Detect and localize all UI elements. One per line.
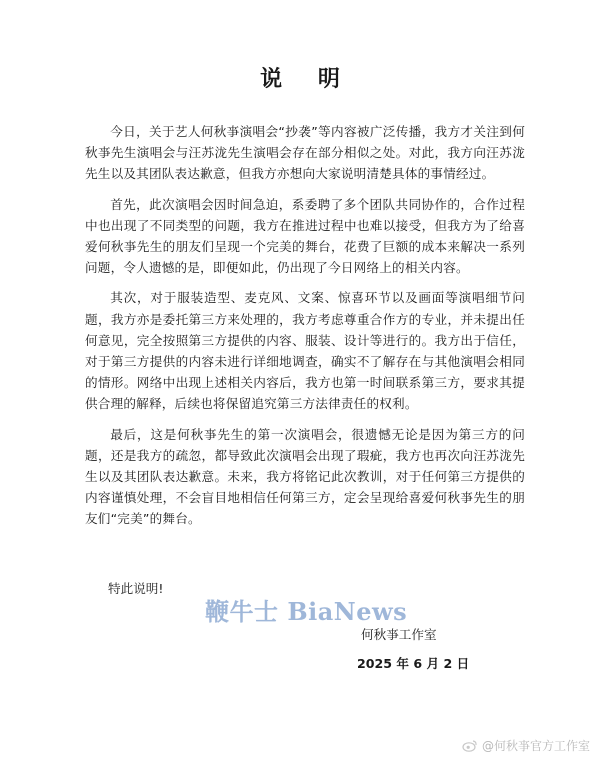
- weibo-watermark: [462, 737, 590, 754]
- paragraph-4: 最后，这是何秋亊先生的第一次演唱会，很遗憾无论是因为第三方的问题，还是我方的疏忽，都导致此次演唱会出现了瑕疵，我方也再次向汪苏泷先生以及其团队表达歉意。未来，我方将铭记此次教训，对于任何第三方提供的内容谨慎处理，不会盲目地相信任何第三方，定会呈现给喜爱何秋亊先生的朋友们“完美”的舞台。: [85, 426, 525, 527]
- document-body: [85, 121, 525, 539]
- weibo-icon: [462, 739, 478, 752]
- signature: 何秋亊工作室: [361, 627, 437, 642]
- paragraph-2: 首先，此次演唱会因时间急迫，系委聘了多个团队共同协作的，合作过程中也出现了不同类型的问题，我方在推进过程中也难以接受，但我方为了给喜爱何秋亊先生的朋友们呈现一个完美的舞台，花费了巨额的成本来解决一系列问题，令人遗憾的是，即便如此，仍出现了今日网络上的相关内容。: [85, 196, 525, 276]
- document-title: 说 明: [260, 67, 354, 92]
- paragraph-3: 其次，对于服装造型、麦克风、文案、惊喜环节以及画面等演唱细节问题，我方亦是委托第三方来处理的，我方考虑尊重合作方的专业，并未提出任何意见，完全按照第三方提供的内容、服装、设计等进行的。我方出于信任，对于第三方提供的内容未进行详细地调查，确实不了解存在与其他演唱会相同的情形。网络中出现上述相关内容后，我方也第一时间联系第三方，要求其提供合理的解释，后续也将保留追究第三方法律责任的权利。: [85, 290, 525, 412]
- special-note: 特此说明!: [108, 581, 164, 596]
- paragraph-1: 今日，关于艺人何秋亊演唱会“抄袭”等内容被广泛传播，我方才关注到何秋亊先生演唱会与汪苏泷先生演唱会存在部分相似之处。对此，我方向汪苏泷先生以及其团队表达歉意，但我方亦想向大家说明清楚具体的事情经过。: [85, 124, 525, 182]
- document-date: 2025 年 6 月 2 日: [357, 656, 470, 671]
- weibo-account-label: @何秋亊官方工作室: [481, 739, 590, 753]
- bianews-watermark-logo: 鞭牛士 BiaNews: [205, 597, 408, 626]
